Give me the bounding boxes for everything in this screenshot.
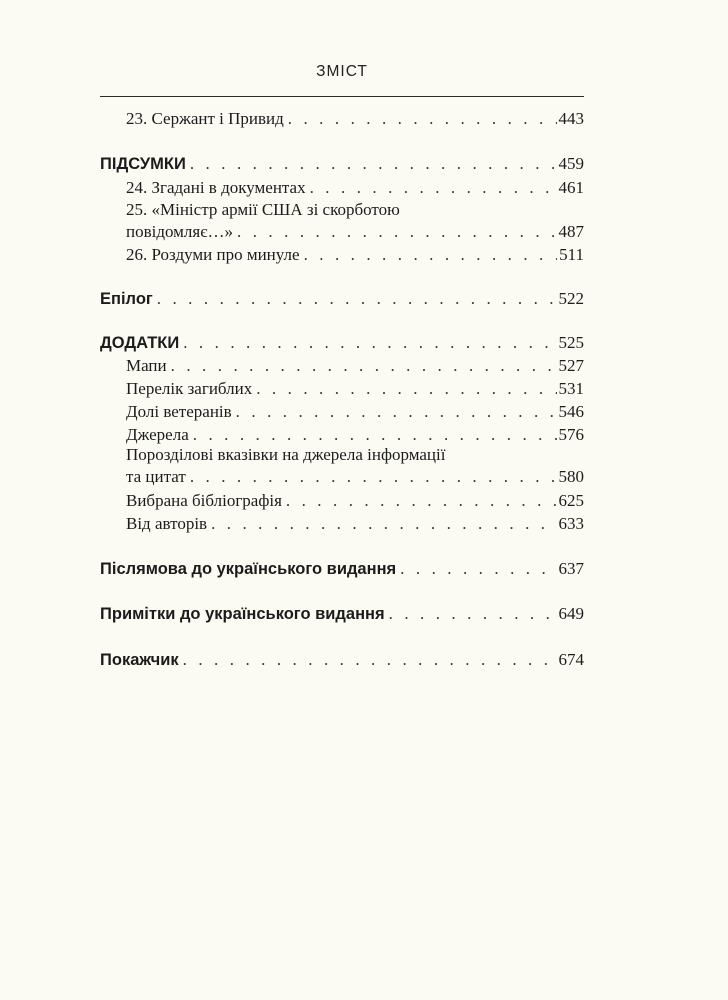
toc-dot-leader — [183, 648, 557, 672]
toc-entry-title: Покажчик — [100, 651, 179, 669]
toc-entry-title: 23. Сержант і Привид — [126, 109, 284, 128]
toc-entry-title: Мапи — [126, 356, 167, 375]
toc-entry-index — [100, 648, 584, 672]
toc-entry-notes-ua — [100, 602, 584, 626]
toc-entry-maps — [126, 354, 584, 378]
toc-entry-chapter-23 — [126, 107, 584, 131]
toc-dot-leader — [256, 377, 556, 401]
toc-entry-title: Післямова до українського видання — [100, 560, 397, 578]
toc-entry-page: 461 — [558, 178, 584, 197]
page-header-title: ЗМІСТ — [316, 63, 368, 80]
toc-entry-page: 443 — [558, 109, 584, 128]
toc-entry-page: 546 — [558, 402, 584, 421]
toc-entry-page: 580 — [558, 467, 584, 486]
toc-entry-page: 633 — [558, 514, 584, 533]
toc-dot-leader — [211, 512, 556, 536]
toc-entry-page: 522 — [558, 289, 584, 308]
toc-dot-leader — [304, 243, 558, 267]
toc-dot-leader — [157, 287, 557, 311]
toc-entry-from-authors — [126, 512, 584, 536]
toc-entry-appendices — [100, 331, 584, 355]
toc-entry-title: ДОДАТКИ — [100, 334, 180, 352]
toc-entry-title: Епілог — [100, 290, 153, 308]
toc-entry-page: 674 — [558, 650, 584, 669]
toc-dot-leader — [190, 152, 557, 176]
toc-entry-page: 459 — [558, 154, 584, 173]
toc-entry-title: Від авторів — [126, 514, 208, 533]
toc-entry-title: Примітки до українського видання — [100, 605, 385, 623]
toc-entry-chapter-notes-line1: Порозділові вказівки на джерела інформації — [126, 445, 446, 464]
toc-entry-page: 525 — [558, 333, 584, 352]
toc-entry-epilogue — [100, 287, 584, 311]
toc-entry-title: 24. Згадані в документах — [126, 178, 306, 197]
toc-dot-leader — [400, 557, 556, 581]
toc-entry-chapter-24 — [126, 176, 584, 200]
toc-dot-leader — [288, 107, 557, 131]
toc-entry-page: 487 — [558, 222, 584, 241]
toc-dot-leader — [171, 354, 557, 378]
toc-entry-chapter-26 — [126, 243, 584, 267]
toc-entry-title: 26. Роздуми про минуле — [126, 245, 300, 264]
toc-entry-title: ПІДСУМКИ — [100, 155, 186, 173]
toc-entry-chapter-25 — [126, 220, 584, 244]
toc-dot-leader — [310, 176, 557, 200]
toc-entry-part-summary — [100, 152, 584, 176]
toc-entry-afterword-ua — [100, 557, 584, 581]
toc-dot-leader — [236, 400, 557, 424]
toc-entry-page: 576 — [558, 425, 584, 444]
toc-dot-leader — [286, 489, 557, 513]
toc-entry-title: повідомляє…» — [126, 222, 234, 241]
toc-entry-title: Перелік загиблих — [126, 379, 253, 398]
toc-entry-title: Вибрана бібліографія — [126, 491, 282, 510]
toc-entry-title: та цитат — [126, 467, 186, 486]
toc-entry-list-of-fallen — [126, 377, 584, 401]
toc-dot-leader — [237, 220, 556, 244]
toc-entry-page: 637 — [558, 559, 584, 578]
toc-entry-bibliography — [126, 489, 584, 513]
toc-entry-chapter-25-line1: 25. «Міністр армії США зі скорботою — [126, 200, 400, 219]
toc-dot-leader — [190, 465, 557, 489]
toc-entry-page: 527 — [558, 356, 584, 375]
toc-entry-veterans-fates — [126, 400, 584, 424]
toc-entry-page: 531 — [558, 379, 584, 398]
toc-entry-title: Долі ветеранів — [126, 402, 232, 421]
toc-entry-chapter-notes — [126, 465, 584, 489]
toc-entry-title: Джерела — [126, 425, 189, 444]
toc-entry-page: 625 — [558, 491, 584, 510]
toc-dot-leader — [389, 602, 557, 626]
toc-entry-page: 649 — [558, 604, 584, 623]
toc-entry-page: 511 — [559, 245, 584, 264]
toc-dot-leader — [183, 331, 556, 355]
